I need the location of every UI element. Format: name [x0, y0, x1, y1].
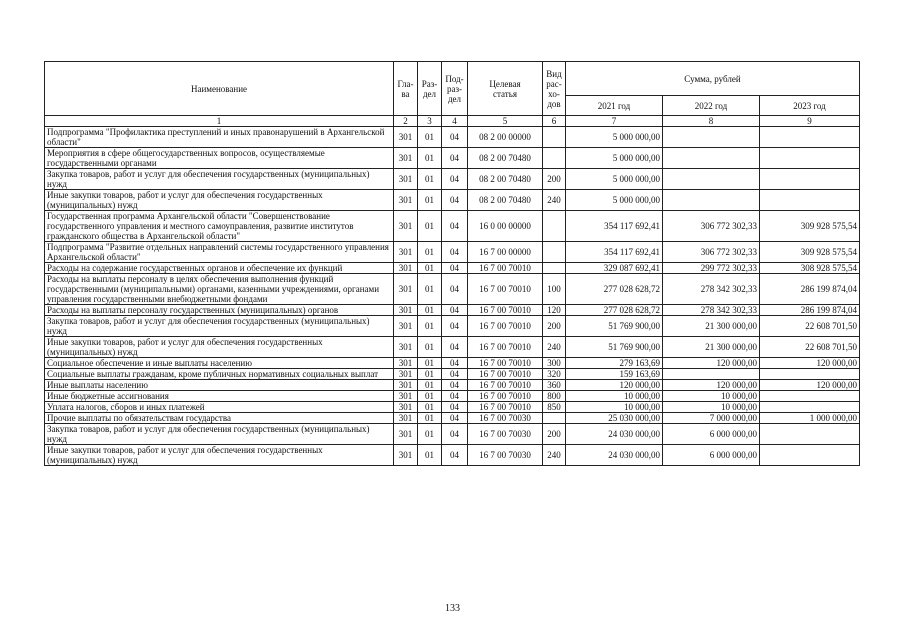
row-name: Уплата налогов, сборов и иных платежей	[45, 402, 394, 413]
row-glava: 301	[394, 337, 418, 358]
row-podrazdel: 04	[442, 391, 468, 402]
table-row	[45, 358, 860, 369]
row-sum-2023	[760, 369, 860, 380]
row-name: Социальное обеспечение и иные выплаты населению	[45, 358, 394, 369]
row-name: Мероприятия в сфере общегосударственных вопросов, осуществляемые государственными органами	[45, 148, 394, 169]
row-sum-2022	[663, 369, 760, 380]
row-sum-2021: 10 000,00	[566, 402, 663, 413]
row-glava: 301	[394, 369, 418, 380]
row-sum-2023	[760, 190, 860, 211]
budget-table	[44, 61, 860, 466]
row-podrazdel: 04	[442, 169, 468, 190]
row-expense-type	[543, 211, 566, 242]
row-sum-2022: 278 342 302,33	[663, 274, 760, 305]
row-razdel: 01	[418, 305, 442, 316]
row-target-article: 16 7 00 70030	[468, 424, 543, 445]
row-target-article: 16 7 00 70010	[468, 263, 543, 274]
row-sum-2023: 286 199 874,04	[760, 305, 860, 316]
row-sum-2023: 22 608 701,50	[760, 337, 860, 358]
row-name: Закупка товаров, работ и услуг для обеспечения государственных (муниципальных) нужд	[45, 316, 394, 337]
table-row	[45, 211, 860, 242]
row-expense-type: 300	[543, 358, 566, 369]
row-target-article: 16 0 00 00000	[468, 211, 543, 242]
header-glava: Гла- ва	[394, 62, 418, 116]
row-target-article: 08 2 00 00000	[468, 127, 543, 148]
row-sum-2023: 308 928 575,54	[760, 263, 860, 274]
row-expense-type: 200	[543, 424, 566, 445]
table-row	[45, 127, 860, 148]
row-sum-2021: 24 030 000,00	[566, 424, 663, 445]
row-sum-2022	[663, 148, 760, 169]
row-name: Иные закупки товаров, работ и услуг для обеспечения государственных (муниципальных) нужд	[45, 337, 394, 358]
row-target-article: 16 7 00 70010	[468, 391, 543, 402]
row-sum-2021: 5 000 000,00	[566, 127, 663, 148]
row-sum-2023	[760, 391, 860, 402]
row-target-article: 16 7 00 70010	[468, 358, 543, 369]
column-number: 4	[442, 116, 468, 127]
row-podrazdel: 04	[442, 242, 468, 263]
row-podrazdel: 04	[442, 211, 468, 242]
row-expense-type: 800	[543, 391, 566, 402]
row-sum-2023	[760, 424, 860, 445]
row-glava: 301	[394, 413, 418, 424]
row-sum-2023: 309 928 575,54	[760, 242, 860, 263]
table-row	[45, 391, 860, 402]
row-sum-2022: 120 000,00	[663, 380, 760, 391]
table-row	[45, 413, 860, 424]
row-name: Закупка товаров, работ и услуг для обеспечения государственных (муниципальных) нужд	[45, 424, 394, 445]
row-sum-2022: 306 772 302,33	[663, 242, 760, 263]
row-glava: 301	[394, 424, 418, 445]
row-podrazdel: 04	[442, 413, 468, 424]
row-target-article: 08 2 00 70480	[468, 169, 543, 190]
table-row	[45, 316, 860, 337]
row-razdel: 01	[418, 337, 442, 358]
row-podrazdel: 04	[442, 337, 468, 358]
header-name: Наименование	[45, 62, 394, 116]
column-number: 6	[543, 116, 566, 127]
row-sum-2023	[760, 445, 860, 466]
column-number: 1	[45, 116, 394, 127]
row-sum-2022: 7 000 000,00	[663, 413, 760, 424]
row-name: Социальные выплаты гражданам, кроме публичных нормативных социальных выплат	[45, 369, 394, 380]
row-target-article: 16 7 00 70010	[468, 337, 543, 358]
row-expense-type: 120	[543, 305, 566, 316]
column-number: 9	[760, 116, 860, 127]
row-sum-2023: 286 199 874,04	[760, 274, 860, 305]
row-sum-2021: 5 000 000,00	[566, 190, 663, 211]
row-expense-type	[543, 127, 566, 148]
row-glava: 301	[394, 190, 418, 211]
row-podrazdel: 04	[442, 402, 468, 413]
row-glava: 301	[394, 127, 418, 148]
row-name: Иные закупки товаров, работ и услуг для обеспечения государственных (муниципальных) нужд	[45, 190, 394, 211]
row-razdel: 01	[418, 263, 442, 274]
row-sum-2023	[760, 127, 860, 148]
row-expense-type: 240	[543, 337, 566, 358]
row-glava: 301	[394, 263, 418, 274]
row-sum-2022	[663, 127, 760, 148]
row-glava: 301	[394, 358, 418, 369]
row-sum-2021: 354 117 692,41	[566, 242, 663, 263]
row-sum-2023: 120 000,00	[760, 358, 860, 369]
row-sum-2021: 329 087 692,41	[566, 263, 663, 274]
table-row	[45, 190, 860, 211]
row-podrazdel: 04	[442, 127, 468, 148]
row-razdel: 01	[418, 242, 442, 263]
row-podrazdel: 04	[442, 316, 468, 337]
table-row	[45, 402, 860, 413]
table-row	[45, 169, 860, 190]
table-row	[45, 242, 860, 263]
row-sum-2022: 278 342 302,33	[663, 305, 760, 316]
row-target-article: 16 7 00 70010	[468, 274, 543, 305]
row-razdel: 01	[418, 445, 442, 466]
row-glava: 301	[394, 211, 418, 242]
row-sum-2023	[760, 402, 860, 413]
row-name: Иные бюджетные ассигнования	[45, 391, 394, 402]
row-sum-2022: 21 300 000,00	[663, 337, 760, 358]
row-podrazdel: 04	[442, 445, 468, 466]
row-sum-2021: 279 163,69	[566, 358, 663, 369]
row-name: Расходы на выплаты персоналу государственных (муниципальных) органов	[45, 305, 394, 316]
row-name: Иные выплаты населению	[45, 380, 394, 391]
row-podrazdel: 04	[442, 148, 468, 169]
row-sum-2021: 277 028 628,72	[566, 274, 663, 305]
row-razdel: 01	[418, 211, 442, 242]
row-razdel: 01	[418, 369, 442, 380]
row-sum-2022: 120 000,00	[663, 358, 760, 369]
row-name: Расходы на выплаты персоналу в целях обеспечения выполнения функций государственными (муниципальными) органами, казенными учреждениями, органами управления государственными внебюджетными фондами	[45, 274, 394, 305]
row-sum-2023	[760, 169, 860, 190]
header-year-2022: 2022 год	[663, 96, 760, 116]
row-podrazdel: 04	[442, 305, 468, 316]
header-sum: Сумма, рублей	[566, 62, 860, 96]
row-target-article: 16 7 00 70030	[468, 445, 543, 466]
table-row	[45, 274, 860, 305]
row-expense-type	[543, 263, 566, 274]
table-row	[45, 369, 860, 380]
header-podrazdel: Под- раз- дел	[442, 62, 468, 116]
row-podrazdel: 04	[442, 380, 468, 391]
row-sum-2021: 5 000 000,00	[566, 148, 663, 169]
row-glava: 301	[394, 242, 418, 263]
header-target: Целевая статья	[468, 62, 543, 116]
row-razdel: 01	[418, 358, 442, 369]
row-name: Подпрограмма "Профилактика преступлений и иных правонарушений в Архангельской области"	[45, 127, 394, 148]
row-target-article: 16 7 00 70030	[468, 413, 543, 424]
table-row	[45, 263, 860, 274]
row-target-article: 16 7 00 00000	[468, 242, 543, 263]
row-glava: 301	[394, 380, 418, 391]
row-sum-2021: 159 163,69	[566, 369, 663, 380]
row-target-article: 08 2 00 70480	[468, 190, 543, 211]
row-razdel: 01	[418, 274, 442, 305]
row-expense-type	[543, 413, 566, 424]
table-row	[45, 148, 860, 169]
row-expense-type: 200	[543, 169, 566, 190]
row-podrazdel: 04	[442, 358, 468, 369]
row-expense-type	[543, 242, 566, 263]
row-target-article: 08 2 00 70480	[468, 148, 543, 169]
row-razdel: 01	[418, 413, 442, 424]
row-razdel: 01	[418, 316, 442, 337]
row-sum-2021: 24 030 000,00	[566, 445, 663, 466]
row-name: Закупка товаров, работ и услуг для обеспечения государственных (муниципальных) нужд	[45, 169, 394, 190]
row-target-article: 16 7 00 70010	[468, 369, 543, 380]
table-row	[45, 337, 860, 358]
row-glava: 301	[394, 391, 418, 402]
column-number: 3	[418, 116, 442, 127]
budget-table-container	[44, 61, 860, 466]
row-target-article: 16 7 00 70010	[468, 380, 543, 391]
row-sum-2023: 120 000,00	[760, 380, 860, 391]
column-number: 8	[663, 116, 760, 127]
row-expense-type: 240	[543, 190, 566, 211]
row-expense-type	[543, 148, 566, 169]
row-name: Иные закупки товаров, работ и услуг для обеспечения государственных (муниципальных) нужд	[45, 445, 394, 466]
row-target-article: 16 7 00 70010	[468, 316, 543, 337]
row-razdel: 01	[418, 169, 442, 190]
row-glava: 301	[394, 445, 418, 466]
row-sum-2022: 10 000,00	[663, 391, 760, 402]
row-expense-type: 200	[543, 316, 566, 337]
row-sum-2022: 21 300 000,00	[663, 316, 760, 337]
row-name: Расходы на содержание государственных органов и обеспечение их функций	[45, 263, 394, 274]
row-podrazdel: 04	[442, 369, 468, 380]
row-sum-2021: 51 769 900,00	[566, 337, 663, 358]
row-sum-2021: 10 000,00	[566, 391, 663, 402]
row-sum-2023	[760, 148, 860, 169]
row-podrazdel: 04	[442, 263, 468, 274]
row-expense-type: 240	[543, 445, 566, 466]
row-sum-2022: 6 000 000,00	[663, 445, 760, 466]
row-sum-2023: 22 608 701,50	[760, 316, 860, 337]
row-expense-type: 320	[543, 369, 566, 380]
column-number: 5	[468, 116, 543, 127]
row-name: Прочие выплаты по обязательствам государства	[45, 413, 394, 424]
row-expense-type: 850	[543, 402, 566, 413]
row-sum-2022: 10 000,00	[663, 402, 760, 413]
column-number: 7	[566, 116, 663, 127]
row-target-article: 16 7 00 70010	[468, 305, 543, 316]
row-sum-2023: 309 928 575,54	[760, 211, 860, 242]
row-sum-2022	[663, 169, 760, 190]
row-sum-2022: 306 772 302,33	[663, 211, 760, 242]
row-sum-2021: 5 000 000,00	[566, 169, 663, 190]
row-sum-2021: 120 000,00	[566, 380, 663, 391]
row-razdel: 01	[418, 402, 442, 413]
row-sum-2022: 299 772 302,33	[663, 263, 760, 274]
row-podrazdel: 04	[442, 424, 468, 445]
row-glava: 301	[394, 402, 418, 413]
column-number: 2	[394, 116, 418, 127]
header-razdel: Раз- дел	[418, 62, 442, 116]
row-sum-2021: 25 030 000,00	[566, 413, 663, 424]
header-year-2023: 2023 год	[760, 96, 860, 116]
row-podrazdel: 04	[442, 274, 468, 305]
table-row	[45, 380, 860, 391]
row-glava: 301	[394, 274, 418, 305]
row-razdel: 01	[418, 380, 442, 391]
page-number: 133	[445, 603, 460, 614]
header-vid: Вид рас- хо- дов	[543, 62, 566, 116]
header-year-2021: 2021 год	[566, 96, 663, 116]
row-glava: 301	[394, 148, 418, 169]
row-target-article: 16 7 00 70010	[468, 402, 543, 413]
row-sum-2023: 1 000 000,00	[760, 413, 860, 424]
row-expense-type: 100	[543, 274, 566, 305]
table-row	[45, 445, 860, 466]
row-glava: 301	[394, 305, 418, 316]
row-razdel: 01	[418, 424, 442, 445]
row-podrazdel: 04	[442, 190, 468, 211]
row-razdel: 01	[418, 127, 442, 148]
row-sum-2021: 277 028 628,72	[566, 305, 663, 316]
row-razdel: 01	[418, 148, 442, 169]
row-razdel: 01	[418, 391, 442, 402]
row-name: Подпрограмма "Развитие отдельных направлений системы государственного управления Архангельской области"	[45, 242, 394, 263]
row-sum-2022: 6 000 000,00	[663, 424, 760, 445]
table-row	[45, 305, 860, 316]
row-name: Государственная программа Архангельской области "Совершенствование государственного управления и местного самоуправления, развитие институтов гражданского общества в Архангельской области"	[45, 211, 394, 242]
row-razdel: 01	[418, 190, 442, 211]
row-sum-2022	[663, 190, 760, 211]
row-sum-2021: 354 117 692,41	[566, 211, 663, 242]
column-number-row	[45, 116, 860, 127]
table-row	[45, 424, 860, 445]
row-glava: 301	[394, 316, 418, 337]
row-glava: 301	[394, 169, 418, 190]
row-sum-2021: 51 769 900,00	[566, 316, 663, 337]
row-expense-type: 360	[543, 380, 566, 391]
